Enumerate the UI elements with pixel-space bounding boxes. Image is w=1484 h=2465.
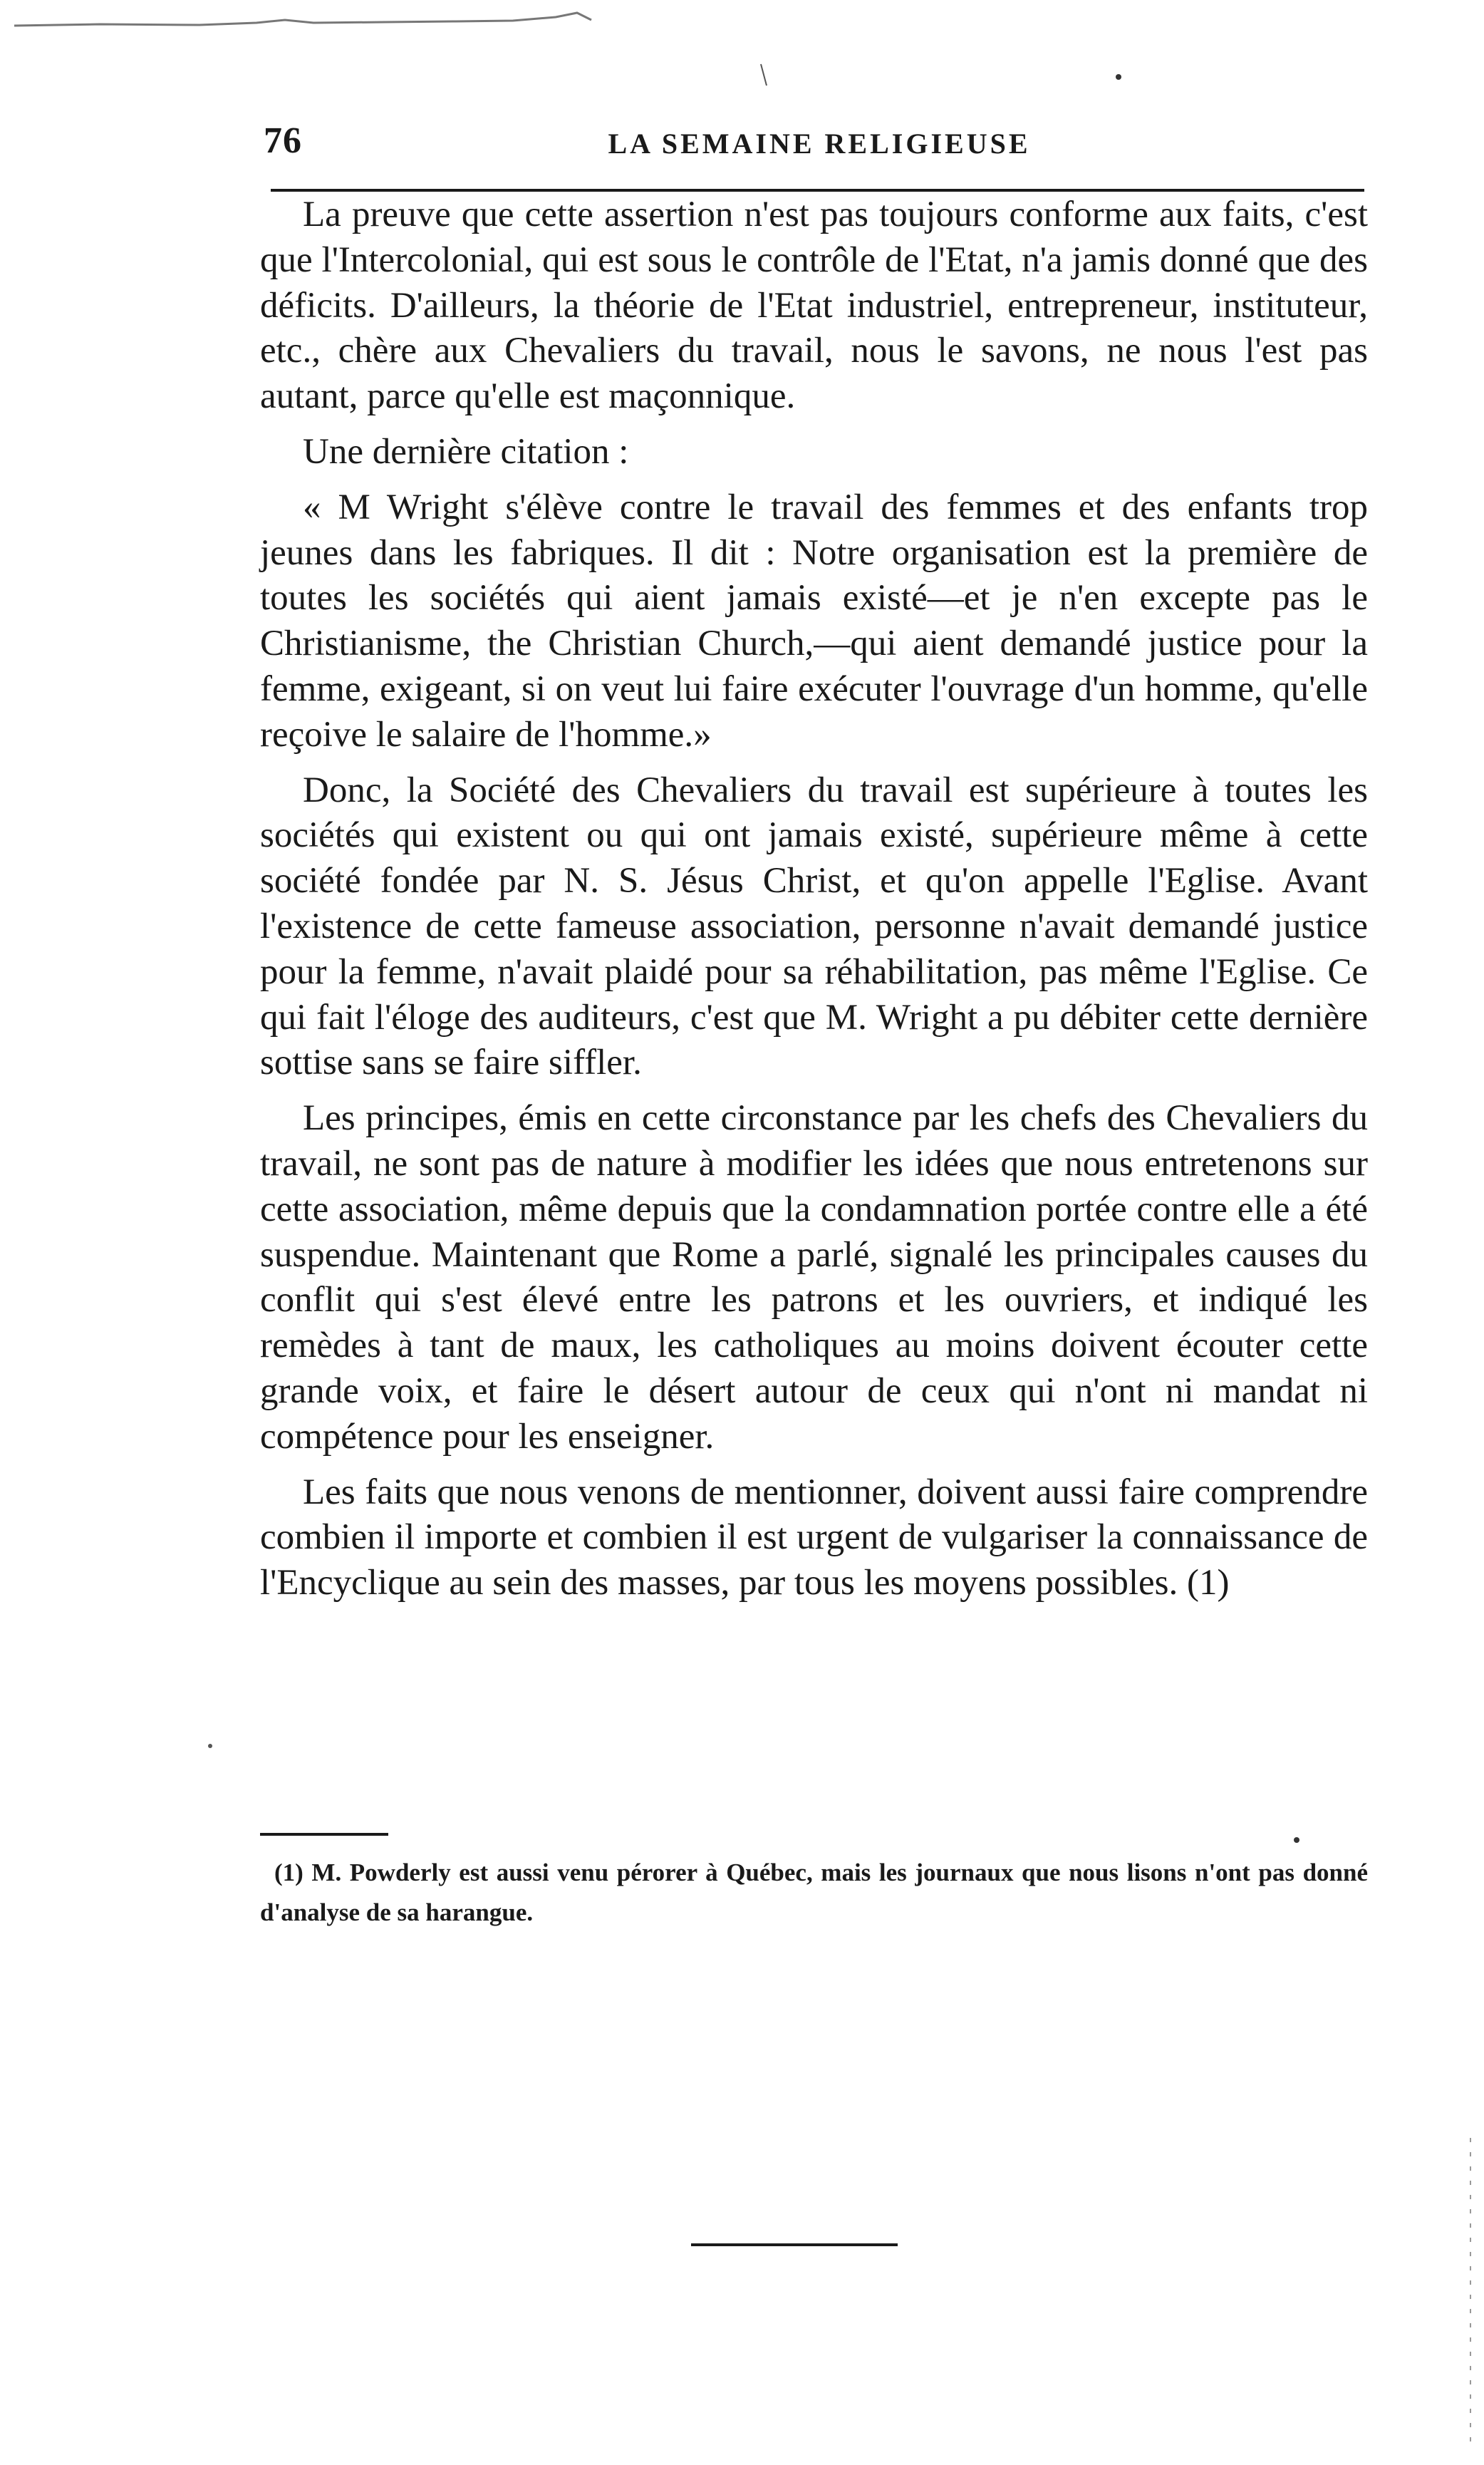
paragraph-3-quote: « M Wright s'élève contre le travail des femmes et des enfants trop jeunes dans les fabriques. Il dit : Notre organisation est la première de toutes les sociétés qui aient jamais existé—et je n'en excepte pas le Christianisme, the Christian Church,—qui aient demandé justice pour la femme, exigeant, si on veut lui faire exécuter l'ouvrage d'un homme, qu'elle reçoive le salaire de l'homme.» — [260, 487, 1368, 755]
header-rule — [271, 189, 1364, 192]
footnote-text: M. Powderly est aussi venu pérorer à Québec, mais les journaux que nous lisons n'ont pas donné d'analyse de sa harangue. — [260, 1859, 1368, 1926]
paragraph-5: Les principes, émis en cette circonstance par les chefs des Chevaliers du travail, ne sont pas de nature à modifier les idées que nous entretenons sur cette association, même depuis que la condamnation portée contre elle a été suspendue. Maintenant que Rome a parlé, signalé les principales causes du conflit qui s'est élevé entre les patrons et les ouvriers, et indiqué les remèdes à tant de maux, les catholiques au moins doivent écouter cette grande voix, et faire le désert autour de ceux qui n'ont ni mandat ni compétence pour les enseigner. — [260, 1098, 1368, 1457]
running-head — [264, 120, 1375, 162]
scan-edge-smudge — [14, 10, 598, 31]
footnote-rule — [260, 1833, 388, 1836]
footnote-reference: (1) — [1186, 1563, 1230, 1603]
end-rule — [691, 2243, 898, 2246]
paragraph-1: La preuve que cette assertion n'est pas toujours conforme aux faits, c'est que l'Intercolonial, qui est sous le contrôle de l'Etat, n'a jamis donné que des déficits. D'ailleurs, la théorie de l'Etat industriel, entrepreneur, instituteur, etc., chère aux Chevaliers du travail, nous le savons, ne nous l'est pas autant, parce qu'elle est maçonnique. — [260, 195, 1368, 417]
running-title: LA SEMAINE RELIGIEUSE — [608, 128, 1031, 160]
paragraph-2: Une dernière citation : — [303, 431, 629, 472]
footnote-mark: (1) — [274, 1859, 303, 1886]
paragraph-6-text: Les faits que nous venons de mentionner, doivent aussi faire comprendre combien il importe et combien il est urgent de vulgariser la connaissance de l'Encyclique au sein des masses, par tous les moyens possibles. — [260, 1472, 1368, 1603]
paragraph-6 — [260, 1470, 1368, 1606]
paragraph-4: Donc, la Société des Chevaliers du travail est supérieure à toutes les sociétés qui existent ou qui ont jamais existé, supérieure même à cette société fondée par N. S. Jésus Christ, et qu'on appelle l'Eglise. Avant l'existence de cette fameuse association, personne n'avait demandé justice pour la femme, n'avait plaidé pour sa réhabilitation, pas même l'Eglise. Ce qui fait l'éloge des auditeurs, c'est que M. Wright a pu débiter cette dernière sottise sans se faire siffler. — [260, 770, 1368, 1083]
article-body — [260, 192, 1368, 1606]
page-number: 76 — [264, 120, 302, 161]
footnote — [260, 1853, 1368, 1933]
